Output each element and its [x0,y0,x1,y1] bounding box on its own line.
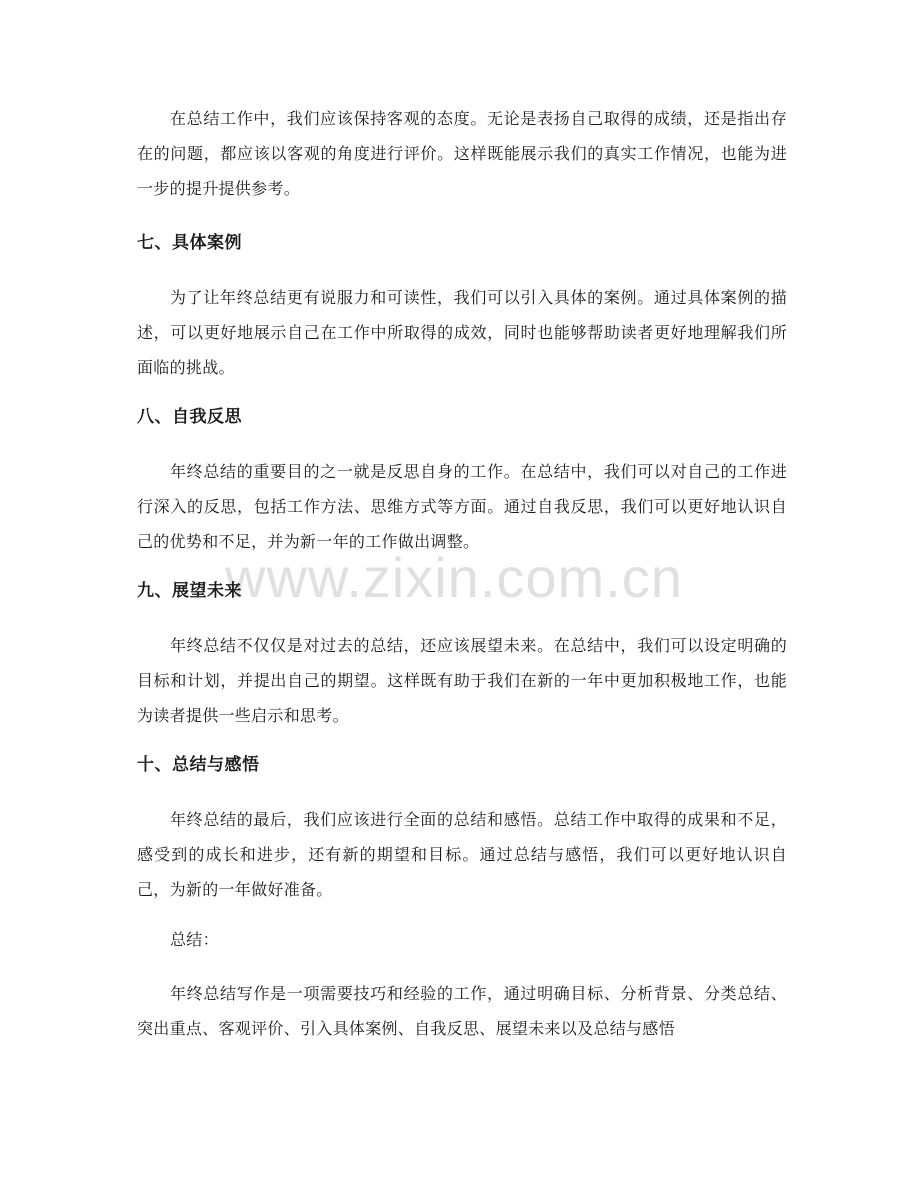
section-heading-8: 八、自我反思 [137,407,242,427]
section-heading-9: 九、展望未来 [137,581,242,601]
section-paragraph-8: 年终总结的重要目的之一就是反思自身的工作。在总结中，我们可以对自己的工作进行深入的反思，包括工作方法、思维方式等方面。通过自我反思，我们可以更好地认识自己的优势和不足，并为新一年的工作做出调整。 [137,462,787,551]
section-heading-7: 七、具体案例 [137,233,242,253]
summary-label: 总结： [170,930,219,949]
section-heading-10: 十、总结与感悟 [137,755,260,775]
intro-paragraph: 在总结工作中，我们应该保持客观的态度。无论是表扬自己取得的成绩，还是指出存在的问题，都应该以客观的角度进行评价。这样既能展示我们的真实工作情况，也能为进一步的提升提供参考。 [137,109,787,198]
summary-paragraph: 年终总结写作是一项需要技巧和经验的工作，通过明确目标、分析背景、分类总结、突出重点、客观评价、引入具体案例、自我反思、展望未来以及总结与感悟 [137,984,787,1038]
watermark-text: www.zixin.com.cn [225,546,683,609]
section-paragraph-7: 为了让年终总结更有说服力和可读性，我们可以引入具体的案例。通过具体案例的描述，可以更好地展示自己在工作中所取得的成效，同时也能够帮助读者更好地理解我们所面临的挑战。 [137,288,787,377]
section-paragraph-10: 年终总结的最后，我们应该进行全面的总结和感悟。总结工作中取得的成果和不足，感受到的成长和进步，还有新的期望和目标。通过总结与感悟，我们可以更好地认识自己，为新的一年做好准备。 [137,810,787,899]
section-paragraph-9: 年终总结不仅仅是对过去的总结，还应该展望未来。在总结中，我们可以设定明确的目标和计划，并提出自己的期望。这样既有助于我们在新的一年中更加积极地工作，也能为读者提供一些启示和思考。 [137,636,787,725]
